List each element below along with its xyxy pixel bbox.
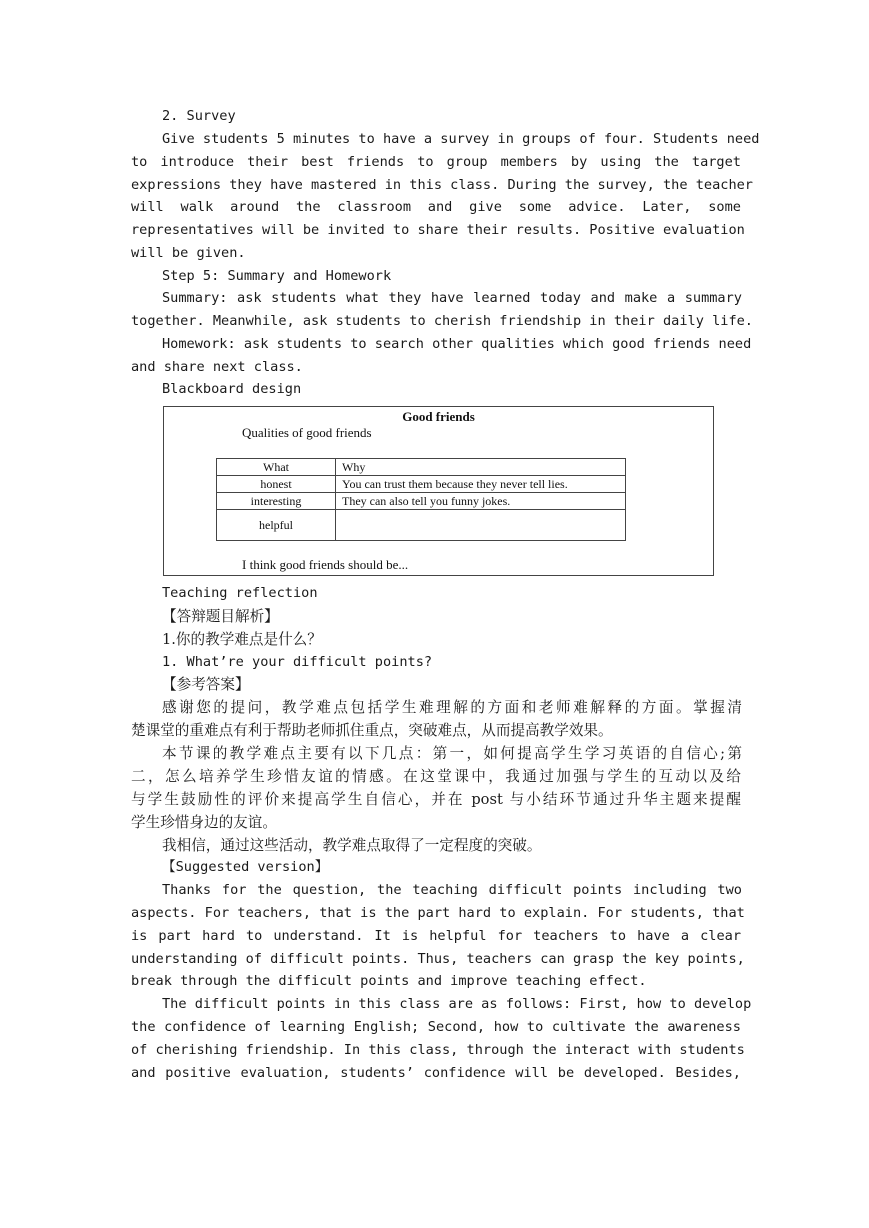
answer-cn-line: 学生珍惜身边的友谊。 — [131, 814, 277, 831]
answer-en-line: understanding of difficult points. Thus, teachers can grasp the key points, — [131, 951, 745, 967]
survey-line: expressions they have mastered in this class. During the survey, the teacher — [131, 177, 753, 193]
step5-heading: Step 5: Summary and Homework — [162, 268, 392, 284]
answer-cn-line: 与学生鼓励性的评价来提高学生自信心，并在 post 与小结环节通过升华主题来提醒 — [131, 791, 741, 808]
homework-line: and share next class. — [131, 359, 303, 375]
table-row — [217, 510, 626, 541]
answer-cn-line: 感谢您的提问，教学难点包括学生难理解的方面和老师难解释的方面。掌握清 — [162, 699, 742, 716]
summary-line: together. Meanwhile, ask students to cherish friendship in their daily life. — [131, 313, 753, 329]
qualities-table — [216, 458, 626, 541]
table-cell — [336, 510, 626, 541]
homework-line: Homework: ask students to search other qualities which good friends need — [162, 336, 752, 352]
table-header-row — [217, 459, 626, 476]
survey-heading: 2. Survey — [162, 108, 236, 124]
blackboard-footer: I think good friends should be... — [242, 557, 409, 572]
answer-cn-line: 二，怎么培养学生珍惜友谊的情感。在这堂课中，我通过加强与学生的互动以及给 — [131, 768, 741, 785]
reflection-label: Teaching reflection — [162, 585, 318, 601]
answer-en-line: is part hard to understand. It is helpful for teachers to have a clear — [131, 928, 741, 944]
table-cell: They can also tell you funny jokes. — [336, 493, 626, 510]
answer-en-line: aspects. For teachers, that is the part hard to explain. For students, that — [131, 905, 745, 921]
question-cn: 1.你的教学难点是什么？ — [162, 631, 322, 648]
question-en: 1. What’re your difficult points? — [162, 654, 433, 670]
table-header: What — [217, 459, 336, 476]
answer-en-line: and positive evaluation, students’ confidence will be developed. Besides, — [131, 1065, 741, 1081]
survey-line: will walk around the classroom and give some advice. Later, some — [131, 199, 741, 215]
answer-en-line: Thanks for the question, the teaching difficult points including two — [162, 882, 742, 898]
blackboard-design — [163, 406, 714, 576]
answer-en-line: The difficult points in this class are as follows: First, how to develop — [162, 996, 752, 1012]
answer-heading: 【参考答案】 — [162, 676, 250, 693]
blackboard-subtitle: Qualities of good friends — [242, 425, 372, 440]
survey-line: Give students 5 minutes to have a survey in groups of four. Students need — [162, 131, 760, 147]
answer-cn-line: 本节课的教学难点主要有以下几点：第一，如何提高学生学习英语的自信心;第 — [162, 745, 742, 762]
answer-cn-line: 楚课堂的重难点有利于帮助老师抓住重点，突破难点，从而提高教学效果。 — [131, 722, 613, 739]
suggested-heading: 【Suggested version】 — [162, 859, 329, 875]
table-header: Why — [336, 459, 626, 476]
summary-line: Summary: ask students what they have learned today and make a summary — [162, 290, 742, 306]
answer-en-line: the confidence of learning English; Second, how to cultivate the awareness — [131, 1019, 741, 1035]
survey-line: to introduce their best friends to group members by using the target — [131, 154, 741, 170]
table-cell: interesting — [217, 493, 336, 510]
answer-en-line: of cherishing friendship. In this class, through the interact with students — [131, 1042, 745, 1058]
blackboard-title: Good friends — [402, 409, 475, 424]
answer-cn-line: 我相信，通过这些活动，教学难点取得了一定程度的突破。 — [162, 837, 542, 854]
table-cell: honest — [217, 476, 336, 493]
table-cell: helpful — [217, 510, 336, 541]
blackboard-label: Blackboard design — [162, 381, 302, 397]
answer-en-line: break through the difficult points and improve teaching effect. — [131, 973, 647, 989]
table-row — [217, 493, 626, 510]
survey-line: will be given. — [131, 245, 246, 261]
table-cell: You can trust them because they never tell lies. — [336, 476, 626, 493]
qa-heading: 【答辩题目解析】 — [162, 608, 279, 625]
survey-line: representatives will be invited to share their results. Positive evaluation — [131, 222, 745, 238]
table-row — [217, 476, 626, 493]
